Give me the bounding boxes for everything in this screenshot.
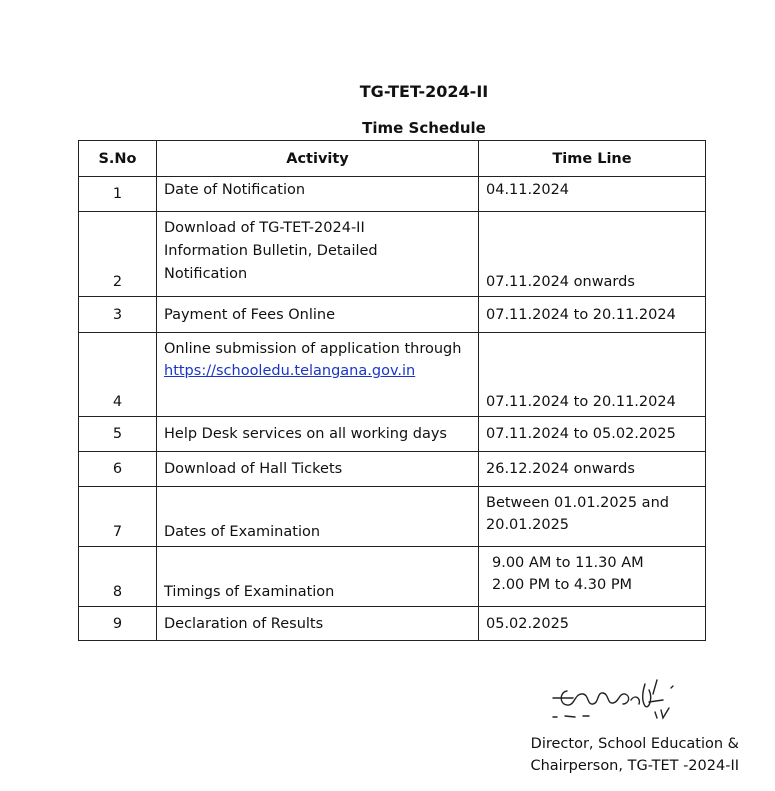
row-sno: 3	[79, 297, 157, 333]
row-sno: 9	[79, 607, 157, 641]
row-sno: 4	[79, 333, 157, 417]
designation-line: Chairperson, TG-TET -2024-II	[530, 758, 739, 774]
row-sno: 5	[79, 417, 157, 452]
row-activity	[157, 177, 479, 212]
row-time-text: 07.11.2024 to 20.11.2024	[486, 306, 676, 323]
row-time-text: 2.00 PM to 4.30 PM	[492, 577, 633, 593]
table-row	[79, 607, 706, 641]
row-time-text: 05.02.2025	[486, 615, 570, 632]
row-time-text: 20.01.2025	[486, 517, 570, 533]
row-time-text: 9.00 AM to 11.30 AM	[492, 555, 644, 571]
row-time-line	[479, 333, 706, 417]
row-activity-text: Information Bulletin, Detailed	[164, 243, 378, 259]
row-activity	[157, 333, 479, 417]
table-row	[79, 177, 706, 212]
row-activity-text: Help Desk services on all working days	[164, 426, 447, 442]
header-activity: Activity	[157, 141, 479, 177]
table-caption: Time Schedule	[362, 119, 486, 137]
table-row	[79, 417, 706, 452]
table-row	[79, 297, 706, 333]
row-activity-text: Online submission of application through	[164, 341, 462, 357]
table-row	[79, 333, 706, 417]
row-activity-text: Payment of Fees Online	[164, 306, 335, 323]
row-time-line	[479, 297, 706, 333]
row-activity	[157, 547, 479, 607]
row-activity-text: Timings of Examination	[164, 584, 335, 600]
row-activity	[157, 607, 479, 641]
row-time-text: 07.11.2024 to 20.11.2024	[486, 394, 676, 410]
row-activity-text: Download of Hall Tickets	[164, 461, 343, 477]
row-activity-text: Date of Notification	[164, 182, 306, 198]
row-sno: 1	[79, 177, 157, 212]
row-activity-text: Notification	[164, 266, 248, 282]
row-time-text: 26.12.2024 onwards	[486, 461, 635, 477]
row-activity	[157, 452, 479, 487]
row-time-line	[479, 212, 706, 297]
row-time-text: Between 01.01.2025 and	[486, 495, 669, 511]
row-time-line	[479, 417, 706, 452]
table-row	[79, 547, 706, 607]
row-activity-text: Download of TG-TET-2024-II	[164, 220, 365, 236]
table-header-row	[79, 141, 706, 177]
row-time-line	[479, 452, 706, 487]
row-activity	[157, 297, 479, 333]
row-time-line	[479, 487, 706, 547]
row-time-text: 04.11.2024	[486, 182, 570, 198]
row-time-text: 07.11.2024 onwards	[486, 274, 635, 290]
row-sno: 7	[79, 487, 157, 547]
table-row	[79, 487, 706, 547]
row-time-line	[479, 607, 706, 641]
row-time-text: 07.11.2024 to 05.02.2025	[486, 426, 676, 442]
table-row	[79, 452, 706, 487]
header-time-line: Time Line	[479, 141, 706, 177]
row-activity	[157, 212, 479, 297]
row-activity	[157, 487, 479, 547]
header-sno: S.No	[79, 141, 157, 177]
document-title: TG-TET-2024-II	[359, 82, 489, 101]
time-schedule-table	[78, 140, 706, 641]
row-activity-text: Declaration of Results	[164, 615, 324, 632]
schooledu-website-link[interactable]: https://schooledu.telangana.gov.in	[164, 363, 416, 379]
table-row	[79, 212, 706, 297]
row-time-line	[479, 177, 706, 212]
row-sno: 8	[79, 547, 157, 607]
signatory-designation	[530, 733, 739, 777]
handwritten-signature	[545, 676, 685, 726]
row-time-line	[479, 547, 706, 607]
row-activity	[157, 417, 479, 452]
row-sno: 6	[79, 452, 157, 487]
row-activity-text: Dates of Examination	[164, 524, 321, 540]
row-sno: 2	[79, 212, 157, 297]
designation-line: Director, School Education &	[530, 736, 739, 752]
